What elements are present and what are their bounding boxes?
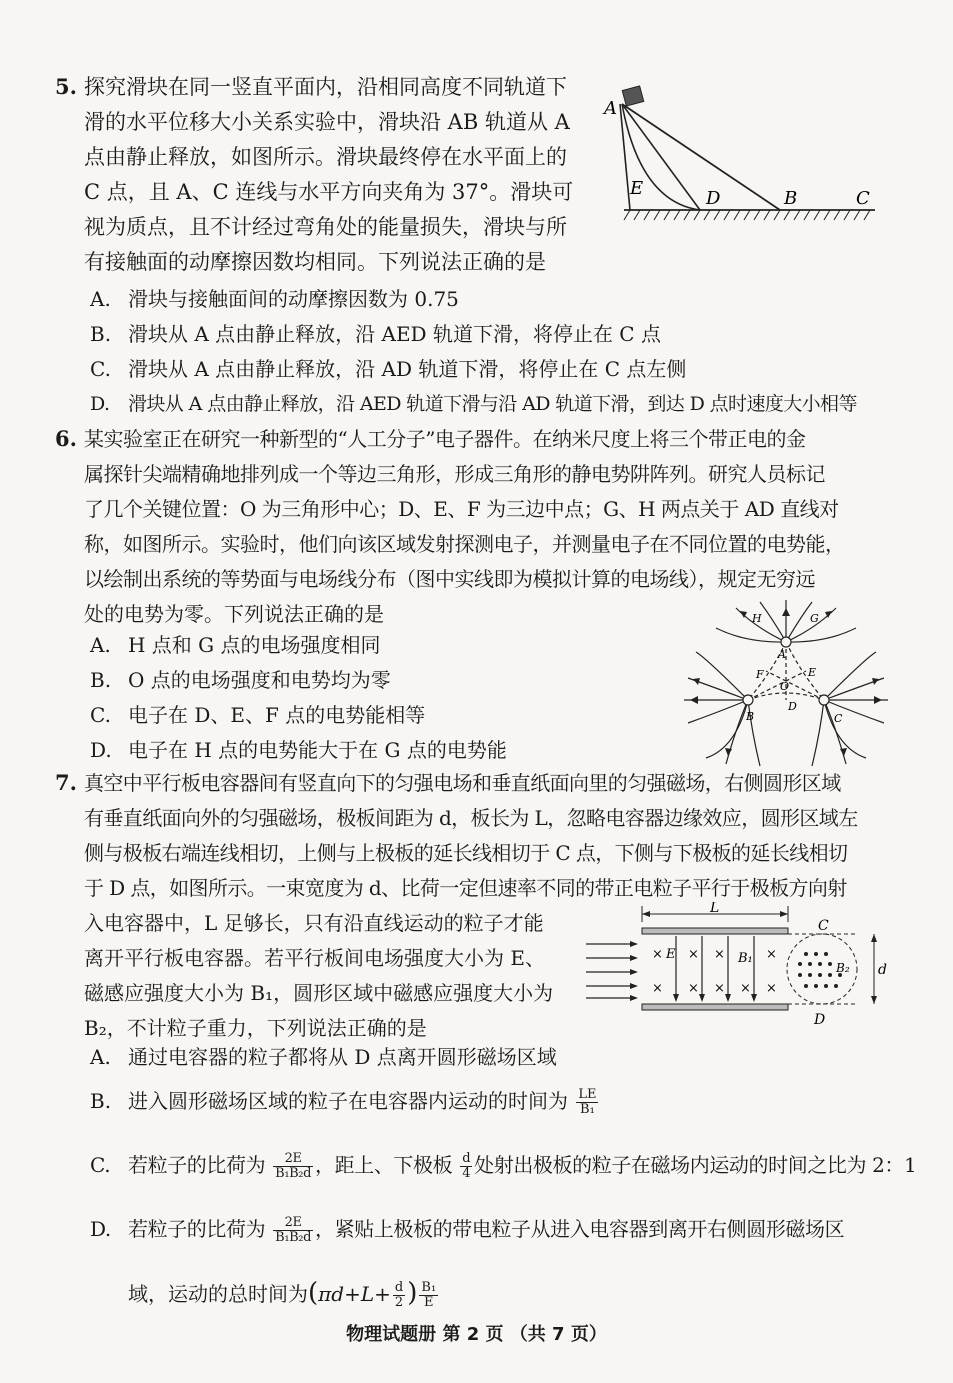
q7-option-a[interactable] xyxy=(90,1042,557,1072)
q6-option-c-text: 电子在 D、E、F 点的电势能相等 xyxy=(128,703,426,727)
frac-denominator: E xyxy=(424,1295,434,1310)
q7-option-a-text: 通过电容器的粒子都将从 D 点离开圆形磁场区域 xyxy=(128,1045,557,1069)
q6-option-b-text: O 点的电场强度和电势均为零 xyxy=(128,668,391,692)
q6-label-d: D xyxy=(788,700,797,713)
frac-numerator: LE xyxy=(578,1087,597,1102)
charge-c xyxy=(819,695,829,705)
lower-plate xyxy=(642,1004,788,1010)
q6-line-4: 称，如图所示。实验时，他们向该区域发射探测电子，并测量电子在不同位置的电势能， xyxy=(84,532,845,556)
q6-option-a[interactable] xyxy=(90,630,381,660)
q7-line-5: 入电容器中，L 足够长，只有沿直线运动的粒子才能 xyxy=(84,911,544,935)
q7-option-d-expr: πd+L+ xyxy=(318,1282,391,1306)
q7-label-b1: B₁ xyxy=(738,951,753,966)
q7-line-7: 磁感应强度大小为 B₁，圆形区域中磁感应强度大小为 xyxy=(84,981,554,1005)
q5-line-6: 有接触面的动摩擦因数均相同。下列说法正确的是 xyxy=(84,250,546,274)
q7-option-a-label: A. xyxy=(90,1045,111,1069)
q5-line-3: 点由静止释放，如图所示。滑块最终停在水平面上的 xyxy=(84,145,567,169)
q5-label-a: A xyxy=(604,98,617,119)
q5-number: 5. xyxy=(55,74,77,99)
cross-7: × xyxy=(714,981,725,996)
frac-denominator: B₁B₂d xyxy=(275,1166,312,1181)
cross-3: × xyxy=(714,947,725,962)
q7-option-b-label: B. xyxy=(90,1089,112,1113)
q7-line-4: 于 D 点，如图所示。一束宽度为 d、比荷一定但速率不同的带正电粒子平行于极板方向射 xyxy=(84,876,847,900)
q5-option-b-text: 滑块从 A 点由静止释放，沿 AED 轨道下滑，将停止在 C 点 xyxy=(128,322,661,346)
q7-line-6: 离开平行板电容器。若平行板间电场强度大小为 E、 xyxy=(84,946,545,970)
q7-option-d-fraction-2 xyxy=(393,1281,405,1310)
q5-option-d-label: D. xyxy=(90,393,110,415)
q7-option-c[interactable] xyxy=(90,1150,916,1181)
upper-plate xyxy=(642,928,788,934)
q7-line-2: 有垂直纸面向外的匀强磁场，极板间距为 d，板长为 L，忽略电容器边缘效应，圆形区域左 xyxy=(84,806,858,830)
q6-label-e: E xyxy=(808,666,817,679)
frac-denominator: 2 xyxy=(394,1295,404,1310)
q5-option-c-label: C. xyxy=(90,357,111,381)
q6-number: 6. xyxy=(55,426,77,451)
cross-4: × xyxy=(766,947,777,962)
q7-option-c-fraction-2 xyxy=(460,1152,472,1181)
frac-numerator: d xyxy=(462,1151,471,1166)
q7-label-e: E xyxy=(666,947,676,962)
cross-9: × xyxy=(766,981,777,996)
q6-figure-field-lines xyxy=(676,598,901,770)
q5-option-d-text: 滑块从 A 点由静止释放，沿 AED 轨道下滑与沿 AD 轨道下滑，到达 D 点时速度大小相等 xyxy=(128,393,857,415)
q7-option-d-fraction-1 xyxy=(273,1216,313,1245)
q7-number: 7. xyxy=(55,770,77,795)
frac-numerator: B₁ xyxy=(421,1280,437,1295)
cross-5: × xyxy=(652,981,663,996)
q5-option-c-text: 滑块从 A 点由静止释放，沿 AD 轨道下滑，将停止在 C 点左侧 xyxy=(128,357,687,381)
q7-option-d-fraction-3 xyxy=(419,1281,438,1310)
frac-denominator: B₁B₂d xyxy=(275,1230,312,1245)
q5-line-5: 视为质点，且不计经过弯角处的能量损失，滑块与所 xyxy=(84,215,567,239)
frac-numerator: 2E xyxy=(273,1216,313,1231)
cross-8: × xyxy=(740,981,751,996)
q5-option-a-text: 滑块与接触面间的动摩擦因数为 0.75 xyxy=(128,287,459,311)
q6-line-2: 属探针尖端精确地排列成一个等边三角形，形成三角形的静电势阱阵列。研究人员标记 xyxy=(84,462,825,486)
slider-block xyxy=(622,86,644,106)
q6-label-o: O xyxy=(780,680,790,693)
cross-6: × xyxy=(688,981,699,996)
cross-2: × xyxy=(688,947,699,962)
q7-label-d-point: D xyxy=(814,1012,826,1028)
q6-option-a-text: H 点和 G 点的电场强度相同 xyxy=(128,633,381,657)
q5-option-a-label: A. xyxy=(90,287,111,311)
paren-close: ) xyxy=(407,1278,418,1308)
frac-numerator: d xyxy=(394,1280,404,1295)
q6-option-d[interactable] xyxy=(90,735,507,765)
q5-figure-incline xyxy=(600,82,885,232)
frac-denominator: B₁ xyxy=(580,1102,595,1117)
q6-option-c[interactable] xyxy=(90,700,425,730)
q7-line-8: B₂，不计粒子重力，下列说法正确的是 xyxy=(84,1016,427,1040)
q5-label-c: C xyxy=(856,188,870,209)
q5-option-b-label: B. xyxy=(90,322,112,346)
track-ab xyxy=(622,104,780,210)
q5-label-e: E xyxy=(630,178,644,199)
q6-option-b-label: B. xyxy=(90,668,112,692)
q7-label-d-side: d xyxy=(878,962,887,978)
q7-option-b-fraction xyxy=(576,1088,598,1117)
q5-label-d: D xyxy=(706,188,721,209)
q6-label-b: B xyxy=(746,710,755,723)
q6-line-6: 处的电势为零。下列说法正确的是 xyxy=(84,602,384,626)
q6-label-f: F xyxy=(756,668,764,681)
q6-line-5: 以绘制出系统的等势面与电场线分布（图中实线即为模拟计算的电场线），规定无穷远 xyxy=(84,567,815,591)
q6-label-a: A xyxy=(778,648,786,661)
q7-line-1: 真空中平行板电容器间有竖直向下的匀强电场和垂直纸面向里的匀强磁场，右侧圆形区域 xyxy=(84,771,841,795)
q6-option-c-label: C. xyxy=(90,703,111,727)
q6-label-g: G xyxy=(810,612,819,625)
q5-option-c[interactable] xyxy=(90,354,686,384)
q6-line-1: 某实验室正在研究一种新型的“人工分子”电子器件。在纳米尺度上将三个带正电的金 xyxy=(84,427,806,451)
frac-denominator: 4 xyxy=(462,1166,471,1181)
q7-option-c-text-2: ，距上、下极板 xyxy=(315,1153,453,1177)
q7-label-b2: B₂ xyxy=(836,961,850,975)
q7-option-c-fraction-1 xyxy=(273,1152,313,1181)
q5-line-2: 滑的水平位移大小关系实验中，滑块沿 AB 轨道从 A xyxy=(84,110,570,134)
q7-option-d-label: D. xyxy=(90,1217,111,1241)
q7-option-d-text-3: 域，运动的总时间为 xyxy=(128,1282,308,1306)
paren-open: ( xyxy=(308,1278,319,1308)
q5-line-1: 探究滑块在同一竖直平面内，沿相同高度不同轨道下 xyxy=(84,75,567,99)
charge-a xyxy=(781,637,791,647)
frac-numerator: 2E xyxy=(273,1152,313,1167)
q6-label-c: C xyxy=(834,712,843,725)
q6-option-b[interactable] xyxy=(90,665,391,695)
q5-option-b[interactable] xyxy=(90,319,661,349)
q7-option-c-label: C. xyxy=(90,1153,111,1177)
q7-label-l: L xyxy=(710,902,720,916)
q6-option-d-text: 电子在 H 点的电势能大于在 G 点的电势能 xyxy=(128,738,507,762)
q7-option-c-text-1: 若粒子的比荷为 xyxy=(128,1153,266,1177)
page-footer: 物理试题册 第 2 页 （共 7 页） xyxy=(346,1324,607,1345)
q5-option-a[interactable] xyxy=(90,284,459,314)
q7-option-d-text-2: ，紧贴上极板的带电粒子从进入电容器到离开右侧圆形磁场区 xyxy=(315,1217,845,1241)
q7-line-3: 侧与极板右端连线相切，上侧与上极板的延长线相切于 C 点，下侧与下极板的延长线相切 xyxy=(84,841,848,865)
q7-figure-capacitor xyxy=(584,902,894,1030)
q7-label-c: C xyxy=(818,918,829,934)
q6-label-h: H xyxy=(752,612,762,625)
q6-line-3: 了几个关键位置：O 为三角形中心；D、E、F 为三边中点；G、H 两点关于 AD 直线对 xyxy=(84,497,839,521)
q6-option-d-label: D. xyxy=(90,738,112,762)
q7-option-b-text: 进入圆形磁场区域的粒子在电容器内运动的时间为 xyxy=(128,1089,568,1113)
q6-option-a-label: A. xyxy=(90,633,111,657)
q7-option-d-continued xyxy=(128,1278,440,1310)
q5-line-4: C 点，且 A、C 连线与水平方向夹角为 37°。滑块可 xyxy=(84,180,574,204)
cross-1: × xyxy=(652,947,663,962)
q7-option-d[interactable] xyxy=(90,1214,844,1245)
q7-option-c-text-3: 处射出极板的粒子在磁场内运动的时间之比为 2：1 xyxy=(474,1153,917,1177)
charge-b xyxy=(743,695,753,705)
q5-label-b: B xyxy=(784,188,798,209)
q7-option-b[interactable] xyxy=(90,1086,600,1117)
q5-option-d[interactable] xyxy=(90,389,857,419)
q7-option-d-text-1: 若粒子的比荷为 xyxy=(128,1217,266,1241)
